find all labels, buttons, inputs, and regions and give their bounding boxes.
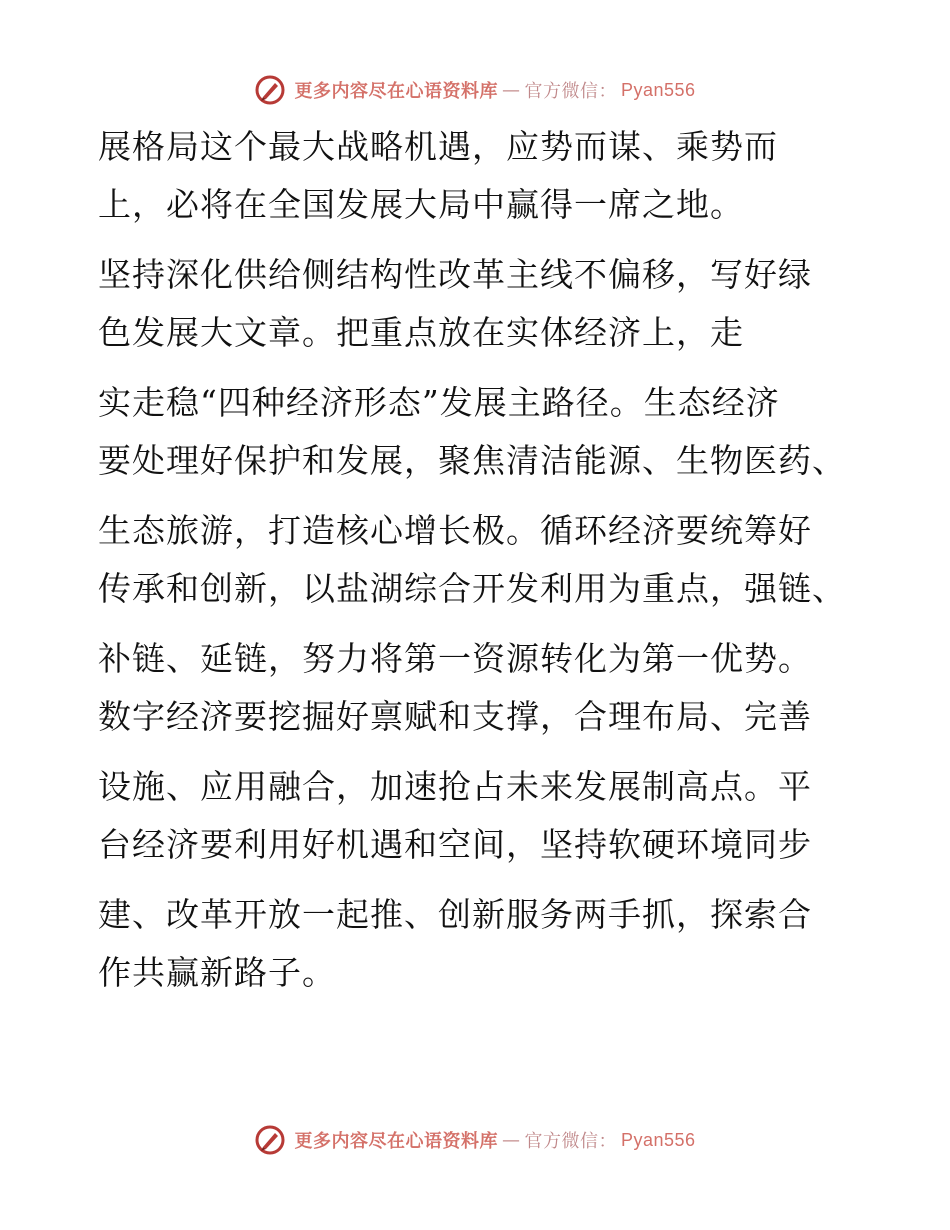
watermark-separator: — [501,1129,521,1151]
watermark-wechat-id: Pyan556 [620,1129,696,1150]
text-line: 生态旅游，打造核心增长极。循环经济要统筹好 [98,511,812,550]
text-line: 传承和创新，以盐湖综合开发利用为重点，强链、 [98,569,846,608]
text-line: 数字经济要挖掘好禀赋和支撑，合理布局、完善 [98,697,812,736]
text-line: 实走稳“四种经济形态”发展主路径。生态经济 [98,383,780,422]
pen-logo-icon [254,1124,286,1156]
watermark-wechat-id: Pyan556 [620,79,696,100]
pen-logo-icon [254,74,286,106]
watermark-official-label: 官方微信： [524,1131,617,1152]
text-line: 设施、应用融合，加速抢占未来发展制高点。平 [98,767,812,806]
watermark-title: 更多内容尽在心语资料库 [294,1131,498,1152]
footer-watermark [0,1118,950,1162]
watermark-title: 更多内容尽在心语资料库 [294,81,498,102]
text-line: 要处理好保护和发展，聚焦清洁能源、生物医药、 [98,441,846,480]
text-line: 建、改革开放一起推、创新服务两手抓，探索合 [98,895,812,934]
watermark-official-label: 官方微信： [524,81,617,102]
text-line: 台经济要利用好机遇和空间，坚持软硬环境同步 [98,825,812,864]
text-line: 坚持深化供给侧结构性改革主线不偏移，写好绿 [98,255,812,294]
text-line: 上，必将在全国发展大局中赢得一席之地。 [98,185,744,224]
text-line: 展格局这个最大战略机遇，应势而谋、乘势而 [98,127,778,166]
header-watermark [0,68,950,112]
text-line: 作共赢新路子。 [98,953,336,992]
document-body [98,118,858,1002]
text-line: 补链、延链，努力将第一资源转化为第一优势。 [98,639,812,678]
text-line: 色发展大文章。把重点放在实体经济上，走 [98,313,744,352]
watermark-separator: — [501,79,521,101]
